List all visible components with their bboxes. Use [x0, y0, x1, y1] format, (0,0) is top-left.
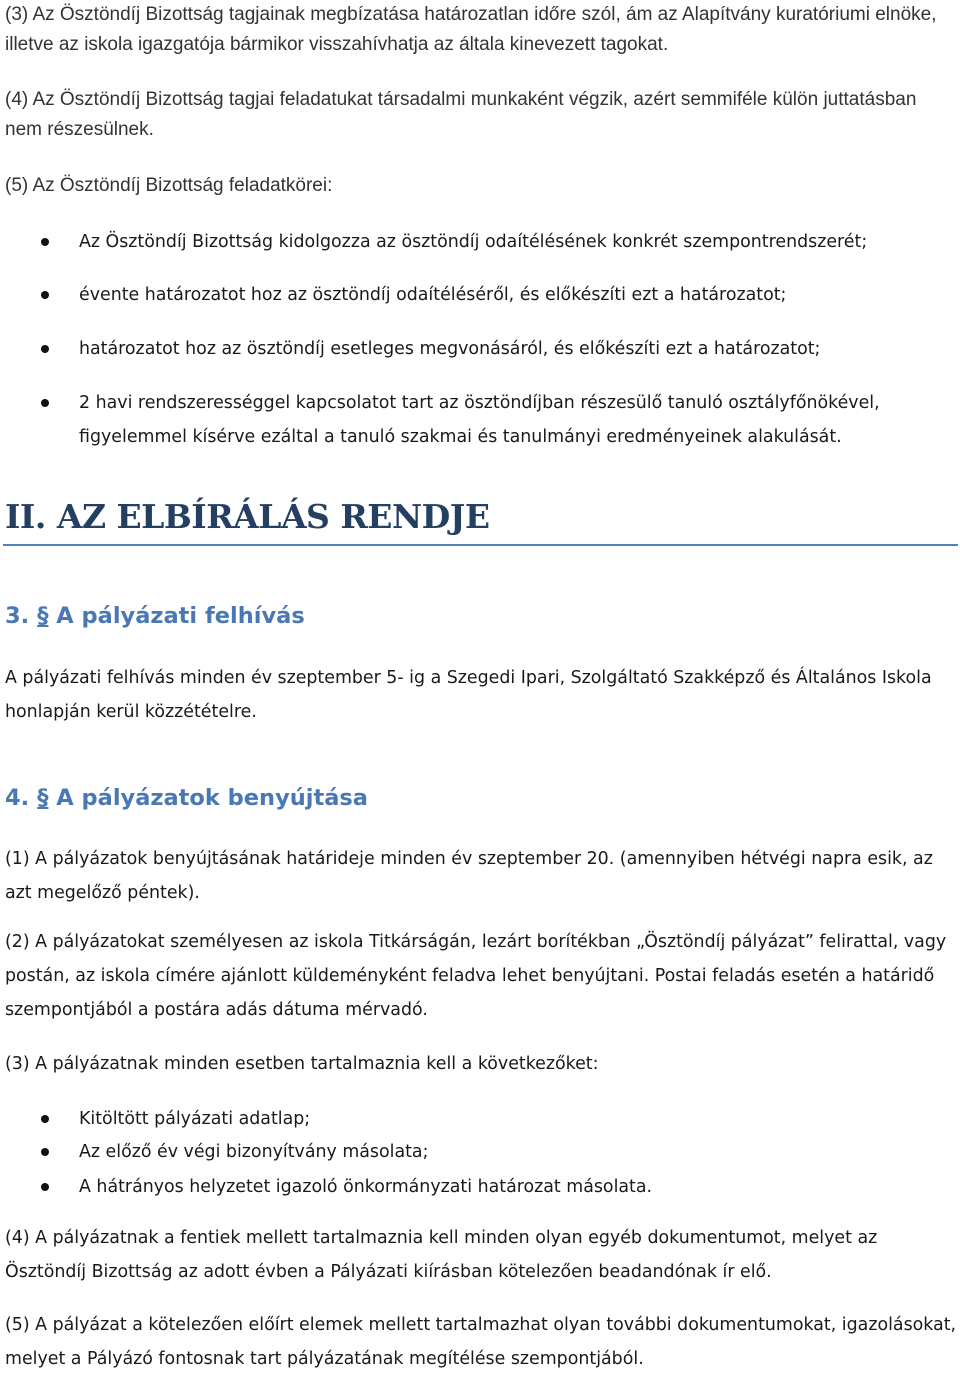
- list-item-text: határozatot hoz az ösztöndíj esetleges megvonásáról, és előkészíti ezt a határozatot;: [79, 339, 821, 359]
- bullet-icon: [41, 291, 49, 299]
- list-item-text: 2 havi rendszerességgel kapcsolatot tart az ösztöndíjban részesülő tanuló osztályfőnökével, figyelemmel kísérve ezáltal a tanuló szakmai és tanulmányi eredményeinek alakulását.: [79, 393, 880, 447]
- subsection-title: A pályázatok benyújtása: [56, 785, 368, 811]
- bullet-icon: [41, 345, 49, 353]
- bullet-icon: [41, 238, 49, 246]
- bullet-icon: [41, 1115, 49, 1123]
- list-item-text: Az Ösztöndíj Bizottság kidolgozza az ösztöndíj odaítélésének konkrét szempontrendszerét;: [79, 232, 868, 252]
- submission-paragraph-5: (5) A pályázat a kötelezően előírt elemek mellett tartalmazhat olyan további dokumentumokat, igazolásokat, melyet a Pályázó fontosnak tart pályázatának megítélése szempontjából.: [5, 1315, 957, 1369]
- submission-paragraph-1: (1) A pályázatok benyújtásának határideje minden év szeptember 20. (amennyiben hétvégi napra esik, az azt megelőző péntek).: [5, 849, 933, 903]
- paragraph-4: (4) Az Ösztöndíj Bizottság tagjai feladatukat társadalmi munkaként végzik, azért semmiféle külön juttatásban nem részesülnek.: [5, 89, 917, 140]
- subsection-title: A pályázati felhívás: [56, 603, 305, 629]
- subsection-heading-4: [5, 780, 368, 816]
- paragraph-5-intro: (5) Az Ösztöndíj Bizottság feladatkörei:: [5, 175, 333, 196]
- list-item-text: Kitöltött pályázati adatlap;: [79, 1109, 311, 1129]
- bullet-icon: [41, 1148, 49, 1156]
- call-paragraph: A pályázati felhívás minden év szeptember 5- ig a Szegedi Ipari, Szolgáltató Szakképző és Általános Iskola honlapján kerül közzétételre.: [5, 668, 932, 722]
- submission-paragraph-3: (3) A pályázatnak minden esetben tartalmaznia kell a következőket:: [5, 1054, 599, 1074]
- subsection-number: 3.: [5, 603, 30, 629]
- heading-divider: [3, 544, 958, 546]
- bullet-icon: [41, 1183, 49, 1191]
- section-sign-icon: §: [37, 785, 49, 811]
- section-sign-icon: §: [37, 603, 49, 629]
- section-heading: II. AZ ELBÍRÁLÁS RENDJE: [5, 497, 490, 536]
- list-item-text: A hátrányos helyzetet igazoló önkormányzati határozat másolata.: [79, 1177, 653, 1197]
- submission-paragraph-2: (2) A pályázatokat személyesen az iskola Titkárságán, lezárt borítékban „Ösztöndíj pályázat” felirattal, vagy postán, az iskola címére ajánlott küldeményként feladva lehet benyújtani. Postai feladás esetén a határidő szempontjából a postára adás dátuma mérvadó.: [5, 932, 947, 1020]
- subsection-heading-3: [5, 598, 305, 634]
- subsection-number: 4.: [5, 785, 30, 811]
- submission-paragraph-4: (4) A pályázatnak a fentiek mellett tartalmaznia kell minden olyan egyéb dokumentumot, melyet az Ösztöndíj Bizottság az adott évben a Pályázati kiírásban kötelezően beadandónak ír elő.: [5, 1228, 878, 1282]
- list-item-text: évente határozatot hoz az ösztöndíj odaítéléséről, és előkészíti ezt a határozatot;: [79, 285, 787, 305]
- paragraph-3: (3) Az Ösztöndíj Bizottság tagjainak megbízatása határozatlan időre szól, ám az Alapítvány kuratóriumi elnöke, illetve az iskola igazgatója bármikor visszahívhatja az általa kinevezett tagokat.: [5, 4, 937, 55]
- bullet-icon: [41, 399, 49, 407]
- list-item-text: Az előző év végi bizonyítvány másolata;: [79, 1142, 429, 1162]
